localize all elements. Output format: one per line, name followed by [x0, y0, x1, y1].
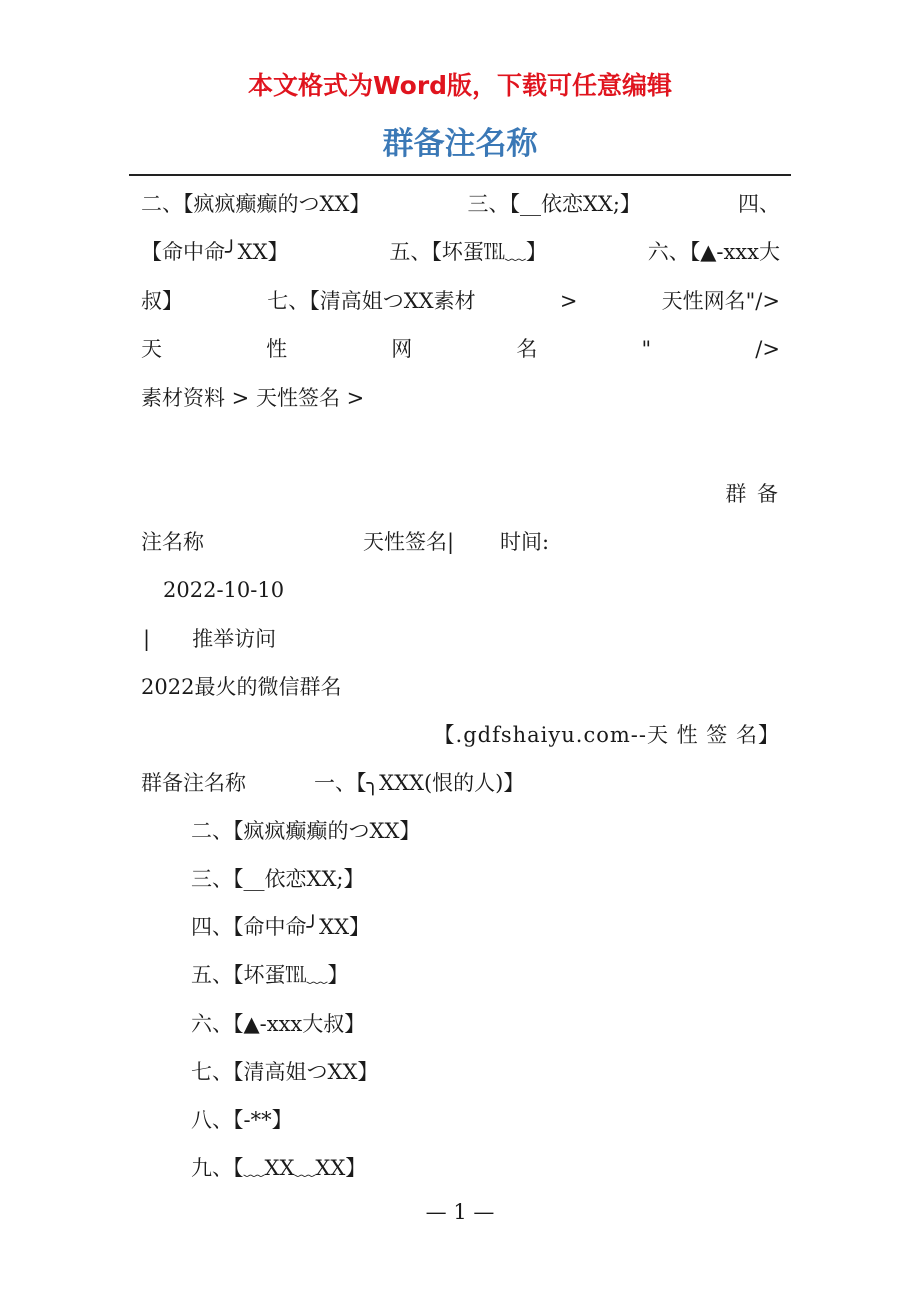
list-fragment: 四、 — [737, 192, 780, 216]
list-item: 二、【疯疯癫癫的つXX】 — [191, 819, 421, 843]
recommend-visit: | 推举访问 — [143, 627, 277, 651]
word-fragment: 性 — [266, 337, 288, 361]
list-fragment: 三、【__依恋XX;】 — [467, 192, 641, 216]
breadcrumb: 素材资料 > 天性签名 > — [141, 386, 365, 410]
section-heading: 2022最火的微信群名 — [141, 675, 342, 699]
word-fragment: 天 — [141, 337, 162, 361]
source-site: 【.gdfshaiyu.com--天 性 签 名】 — [433, 723, 780, 747]
list-item: 四、【命中命╯XX】 — [191, 915, 371, 939]
list-item: 六、【▲-xxx大叔】 — [191, 1012, 366, 1036]
list-item: 一、【╮XXX(恨的人)】 — [314, 771, 525, 795]
title-divider — [129, 174, 791, 176]
list-lead-label: 群备注名称 — [141, 771, 246, 795]
word-fragment: 网 — [391, 337, 413, 361]
word-fragment: " — [641, 337, 652, 361]
list-fragment: 七、【清高姐つXX素材 — [267, 289, 476, 313]
word-format-notice: 本文格式为Word版，下载可任意编辑 — [247, 71, 673, 100]
list-item: 三、【__依恋XX;】 — [191, 867, 365, 891]
list-item: 七、【清高姐つXX】 — [191, 1060, 379, 1084]
list-item: 五、【坏蛋℡﹏】 — [191, 963, 349, 987]
word-fragment: /> — [755, 337, 780, 361]
title-fragment-continued: 注名称 — [141, 530, 204, 554]
page-title: 群备注名称 — [382, 126, 538, 162]
word-fragment: 名 — [516, 337, 538, 361]
list-item: 八、【-**】 — [191, 1108, 293, 1132]
time-label: 时间: — [500, 530, 550, 554]
list-item: 九、【﹏XX﹏XX】 — [191, 1156, 367, 1180]
list-fragment: 五、【坏蛋℡﹏】 — [389, 240, 547, 264]
list-fragment: 二、【疯疯癫癫的つXX】 — [141, 192, 371, 216]
page-number: — 1 — — [425, 1200, 495, 1224]
category-link: 天性签名| — [363, 530, 455, 554]
paragraph-line-1 — [141, 189, 780, 219]
list-fragment: 天性网名"/> — [661, 289, 780, 313]
publish-date: 2022-10-10 — [163, 578, 285, 602]
paragraph-line-2 — [141, 237, 780, 267]
list-fragment: 六、【▲-xxx大 — [647, 240, 780, 264]
paragraph-line-3 — [141, 286, 780, 316]
list-fragment: > — [559, 289, 578, 313]
list-fragment: 叔】 — [141, 289, 183, 313]
list-fragment: 【命中命╯XX】 — [141, 240, 289, 264]
paragraph-line-4 — [141, 334, 780, 364]
title-fragment: 群 备 — [725, 482, 780, 506]
